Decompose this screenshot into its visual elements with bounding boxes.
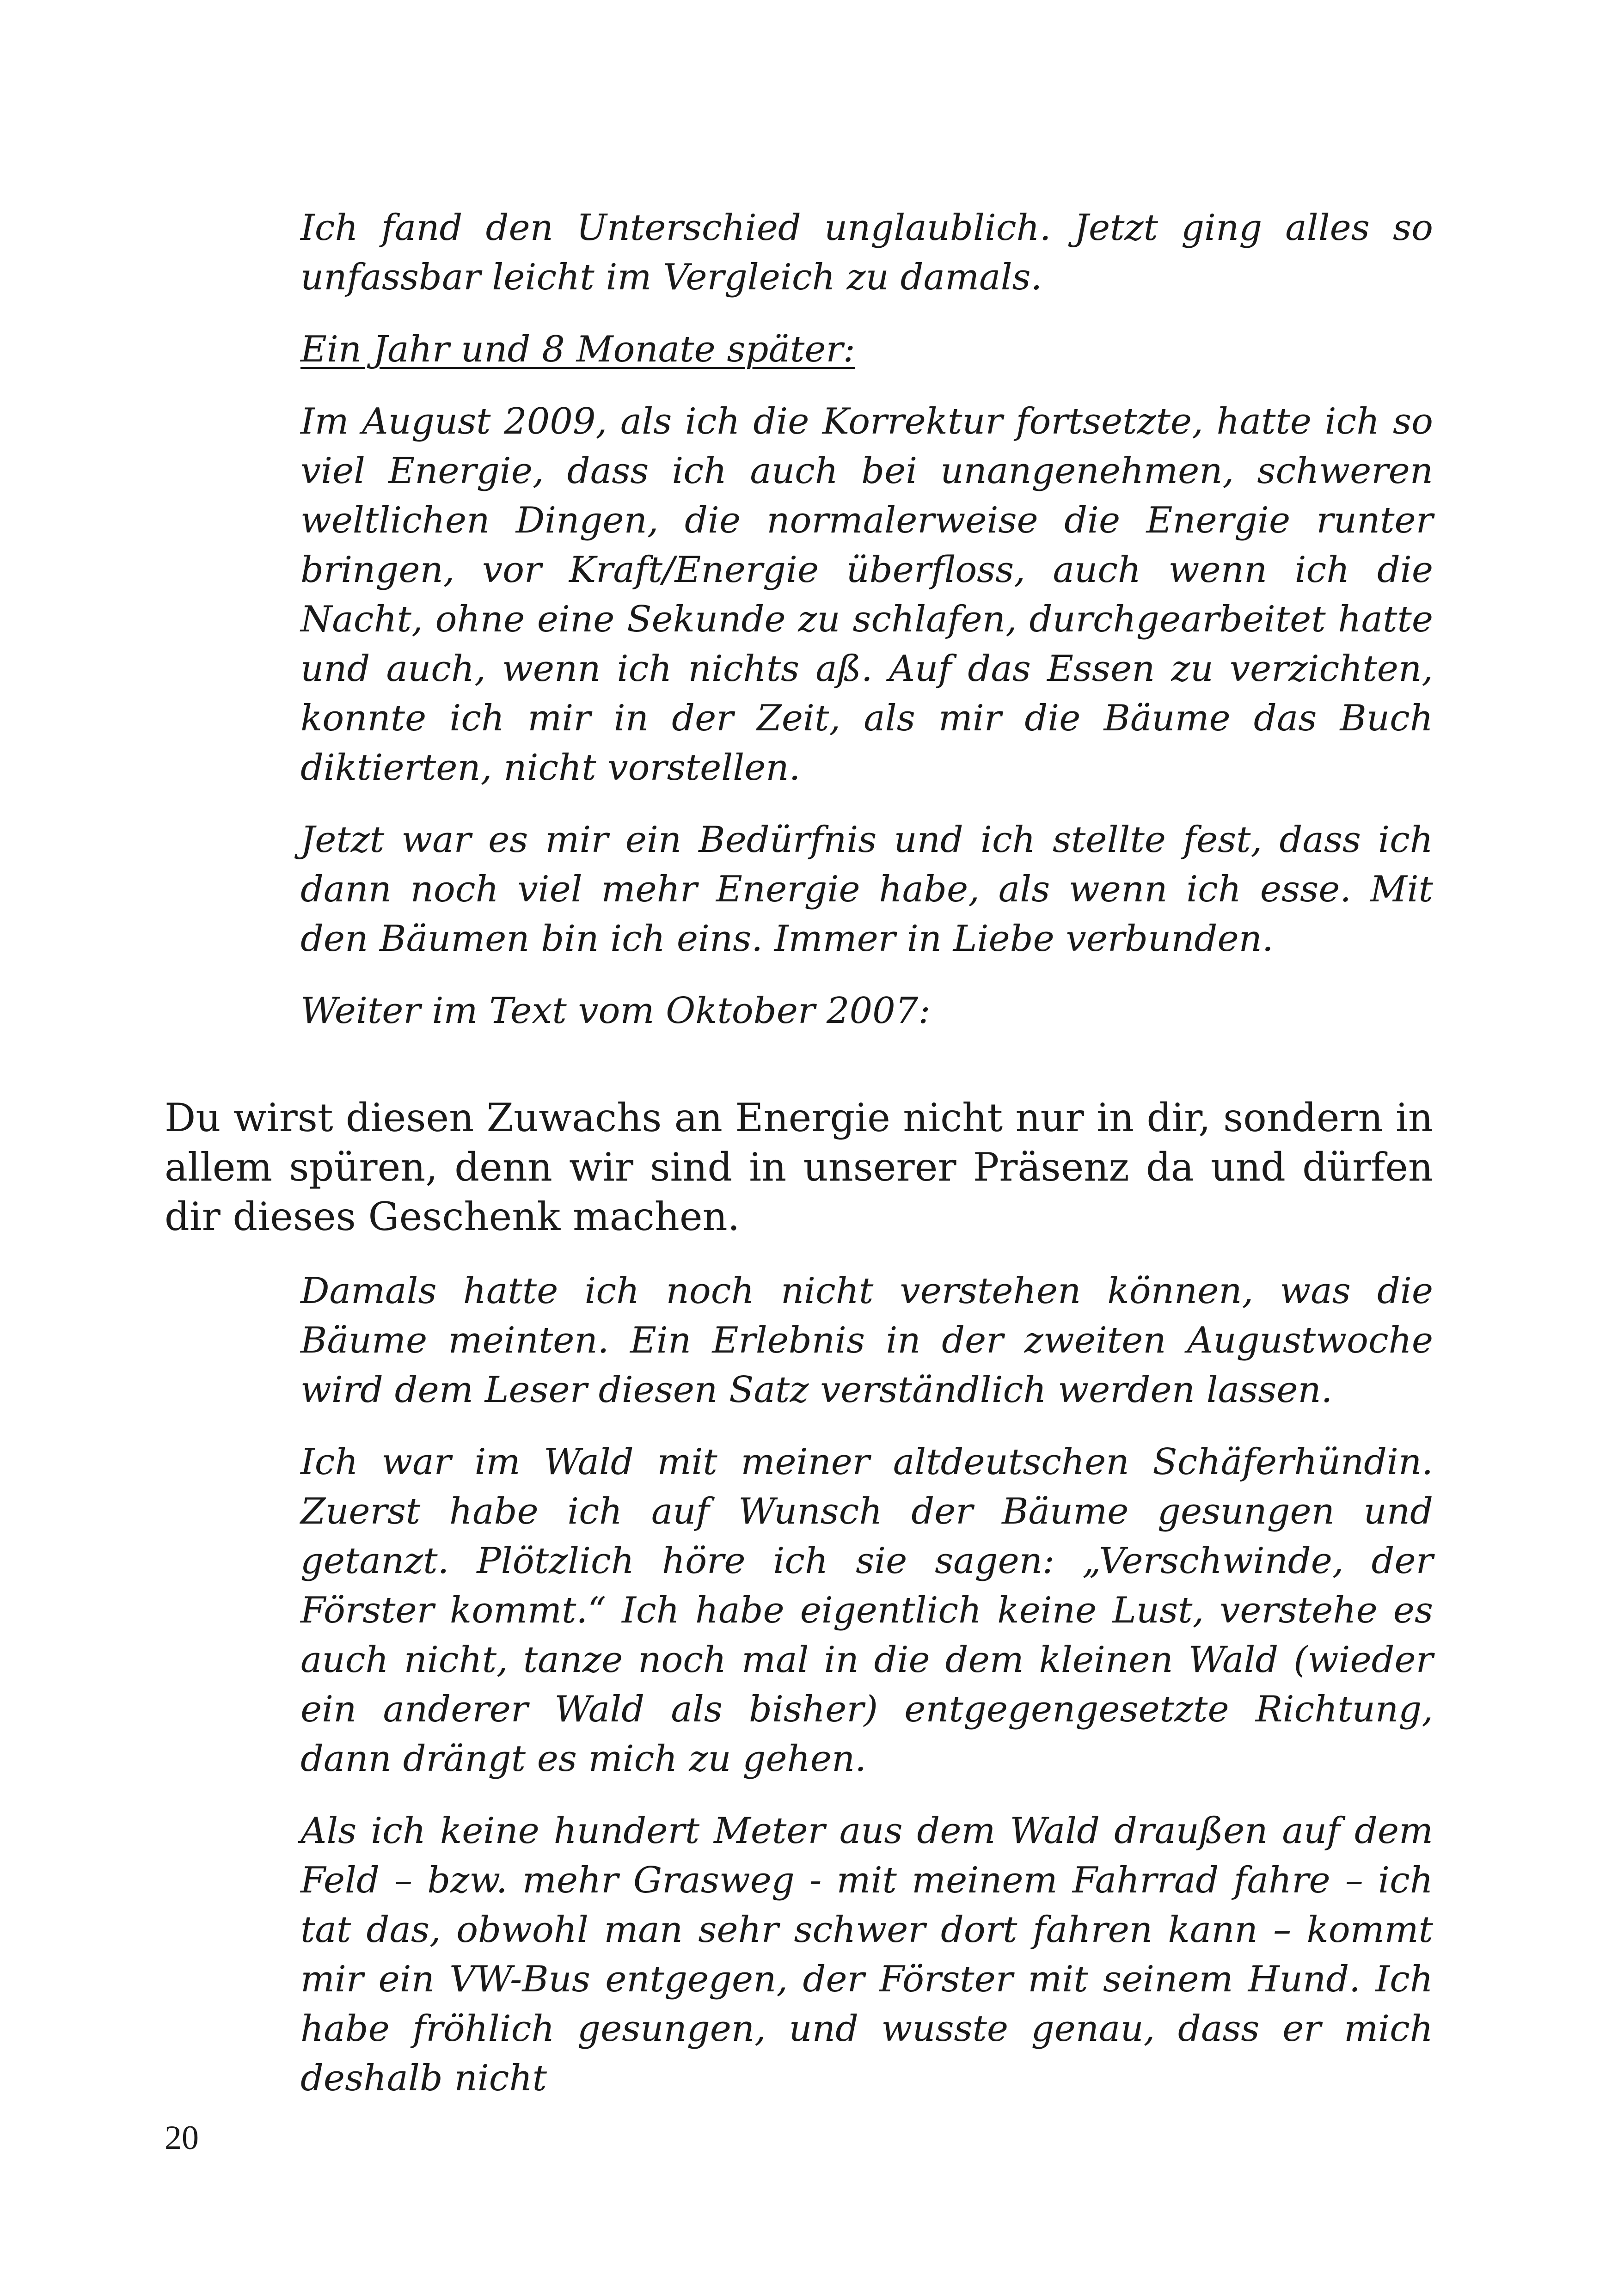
paragraph-august-2009: Im August 2009, als ich die Korrektur fortsetzte, hatte ich so viel Energie, dass ich auch bei unangenehmen, schweren weltlichen Dingen, die normalerweise die Energie runter bringen, vor Kraft/Energie überfloss, auch wenn ich die Nacht, ohne eine Sekunde zu schlafen, durchgearbeitet hatte und auch, wenn ich nichts aß. Auf das Essen zu verzichten, konnte ich mir in der Zeit, als mir die Bäume das Buch diktierten, nicht vorstellen.	[300, 401, 1433, 789]
main-text-paragraph: Du wirst diesen Zuwachs an Energie nicht nur in dir, sondern in allem spüren, denn wir sind in unserer Präsenz da und dürfen dir dieses Geschenk machen.	[165, 1095, 1433, 1239]
paragraph-difference: Ich fand den Unterschied unglaublich. Jetzt ging alles so unfassbar leicht im Vergleich zu damals.	[300, 207, 1433, 298]
subheading-later: Ein Jahr und 8 Monate später:	[300, 329, 856, 370]
paragraph-back-then: Damals hatte ich noch nicht verstehen können, was die Bäume meinten. Ein Erlebnis in der zweiten Augustwoche wird dem Leser diesen Satz verständlich werden lassen.	[300, 1270, 1433, 1411]
page-number: 20	[165, 2119, 199, 2157]
paragraph-forester: Als ich keine hundert Meter aus dem Wald draußen auf dem Feld – bzw. mehr Grasweg - mit meinem Fahrrad fahre – ich tat das, obwohl man sehr schwer dort fahren kann – kommt mir ein VW-Bus entgegen, der Förster mit seinem Hund. Ich habe fröhlich gesungen, und wusste genau, dass er mich deshalb nicht	[300, 1810, 1433, 2099]
indented-italic-block-top	[300, 203, 1433, 1059]
indented-italic-block-bottom	[300, 1267, 1433, 2126]
paragraph-continued: Weiter im Text vom Oktober 2007:	[300, 990, 931, 1032]
paragraph-forest-dog: Ich war im Wald mit meiner altdeutschen Schäferhündin. Zuerst habe ich auf Wunsch der Bäume gesungen und getanzt. Plötzlich höre ich sie sagen: „Verschwinde, der Förster kommt.“ Ich habe eigentlich keine Lust, verstehe es auch nicht, tanze noch mal in die dem kleinen Wald (wieder ein anderer Wald als bisher) entgegengesetzte Richtung, dann drängt es mich zu gehen.	[300, 1441, 1433, 1780]
paragraph-need: Jetzt war es mir ein Bedürfnis und ich stellte fest, dass ich dann noch viel mehr Energie habe, als wenn ich esse. Mit den Bäumen bin ich eins. Immer in Liebe verbunden.	[300, 819, 1433, 960]
